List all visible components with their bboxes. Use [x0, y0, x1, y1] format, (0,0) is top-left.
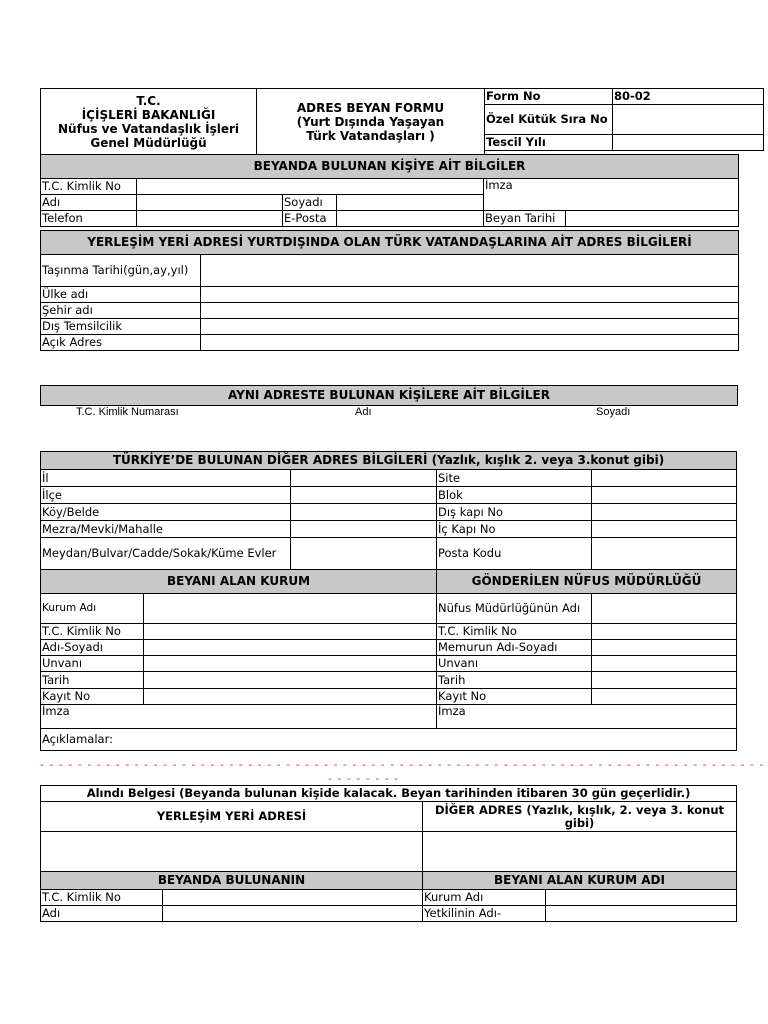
gonderilen-nufus-title: GÖNDERİLEN NÜFUS MÜDÜRLÜĞÜ — [437, 570, 737, 594]
ulke-field[interactable] — [201, 287, 739, 303]
cadde-field[interactable] — [291, 538, 437, 570]
il-label: İl — [41, 470, 291, 487]
acik-adres-label: Açık Adres — [41, 335, 201, 351]
receipt-kurum-field[interactable] — [546, 890, 737, 906]
ic-kapi-label: İç Kapı No — [437, 521, 592, 538]
adi-field[interactable] — [137, 195, 283, 211]
beyan-tarihi-field[interactable] — [566, 211, 739, 227]
nufus-kayit-field[interactable] — [592, 689, 737, 705]
cadde-label: Meydan/Bulvar/Cadde/Sokak/Küme Evler — [41, 538, 291, 570]
eposta-field[interactable] — [337, 211, 484, 227]
kurum-adsoyad-field[interactable] — [144, 640, 437, 656]
telefon-label: Telefon — [41, 211, 137, 227]
col-adi: Adı — [355, 406, 372, 418]
tasinma-field[interactable] — [201, 255, 739, 287]
ilce-field[interactable] — [291, 487, 437, 504]
imza-label: İmza — [484, 179, 739, 211]
koy-field[interactable] — [291, 504, 437, 521]
posta-kodu-label: Posta Kodu — [437, 538, 592, 570]
form-title-line-3: Türk Vatandaşları ) — [306, 128, 435, 143]
sehir-field[interactable] — [201, 303, 739, 319]
posta-kodu-field[interactable] — [592, 538, 737, 570]
receipt-table — [40, 785, 737, 922]
nufus-tarih-label: Tarih — [437, 672, 592, 689]
col-tc-kimlik: T.C. Kimlik Numarası — [76, 406, 179, 418]
receipt-yetkili-label: Yetkilinin Adı- — [423, 906, 546, 922]
adi-label: Adı — [41, 195, 137, 211]
acik-adres-field[interactable] — [201, 335, 739, 351]
ic-kapi-field[interactable] — [592, 521, 737, 538]
nufus-mudurlugu-label: Nüfus Müdürlüğünün Adı — [437, 594, 592, 624]
site-label: Site — [437, 470, 592, 487]
mahalle-label: Mezra/Mevki/Mahalle — [41, 521, 291, 538]
section-other-address — [40, 451, 737, 751]
receipt-yerlesim-field[interactable] — [41, 832, 423, 872]
nufus-unvan-field[interactable] — [592, 656, 737, 672]
il-field[interactable] — [291, 470, 437, 487]
eposta-label: E-Posta — [283, 211, 337, 227]
memur-adsoyad-field[interactable] — [592, 640, 737, 656]
koy-label: Köy/Belde — [41, 504, 291, 521]
dis-kapi-field[interactable] — [592, 504, 737, 521]
ulke-label: Ülke adı — [41, 287, 201, 303]
dis-temsilcilik-label: Dış Temsilcilik — [41, 319, 201, 335]
form-no-value: 80-02 — [613, 89, 764, 105]
header-table — [40, 88, 764, 155]
section3-title: AYNI ADRESTE BULUNAN KİŞİLERE AİT BİLGİLER — [41, 386, 738, 406]
ministry-line-3: Nüfus ve Vatandaşlık İşleri — [57, 121, 240, 136]
site-field[interactable] — [592, 470, 737, 487]
kurum-kayit-field[interactable] — [144, 689, 437, 705]
dis-kapi-label: Dış kapı No — [437, 504, 592, 521]
kurum-unvan-label: Unvanı — [41, 656, 144, 672]
section1-title: BEYANDA BULUNAN KİŞİYE AİT BİLGİLER — [41, 155, 739, 179]
form-title-line-1: ADRES BEYAN FORMU — [296, 100, 445, 115]
receipt-yerlesim: YERLEŞİM YERİ ADRESİ — [41, 802, 423, 832]
ilce-label: İlçe — [41, 487, 291, 504]
cut-line: - - - - - - - - - - - - - - - - - - - - - - - - - - - - - - - - - - - - - - - - - - - - - - - - - - - - - - - - - - - - - - - - - - - - - - - - - - - - - — [40, 758, 765, 771]
section-personal-info — [40, 154, 739, 227]
receipt-beyanda-title: BEYANDA BULUNANIN — [41, 872, 423, 890]
nufus-tarih-field[interactable] — [592, 672, 737, 689]
ozel-kutuk-label: Özel Kütük Sıra No — [485, 105, 613, 135]
receipt-tc-field[interactable] — [163, 890, 423, 906]
kurum-kayit-label: Kayıt No — [41, 689, 144, 705]
dis-temsilcilik-field[interactable] — [201, 319, 739, 335]
kurum-tarih-label: Tarih — [41, 672, 144, 689]
sehir-label: Şehir adı — [41, 303, 201, 319]
kurum-unvan-field[interactable] — [144, 656, 437, 672]
kurum-tc-field[interactable] — [144, 624, 437, 640]
receipt-tc-label: T.C. Kimlik No — [41, 890, 163, 906]
tasinma-label: Taşınma Tarihi(gün,ay,yıl) — [41, 255, 201, 287]
nufus-unvan-label: Unvanı — [437, 656, 592, 672]
blok-field[interactable] — [592, 487, 737, 504]
receipt-yetkili-field[interactable] — [546, 906, 737, 922]
nufus-mudurlugu-field[interactable] — [592, 594, 737, 624]
aciklamalar-label: Açıklamalar: — [41, 729, 737, 751]
mahalle-field[interactable] — [291, 521, 437, 538]
receipt-diger-field[interactable] — [423, 832, 737, 872]
ministry-block — [41, 89, 257, 155]
cut-line-tail: - - - - - - - - — [328, 772, 400, 785]
kurum-imza-label: İmza — [41, 705, 437, 729]
form-title-line-2: (Yurt Dışında Yaşayan — [296, 114, 445, 129]
tescil-field[interactable] — [613, 135, 764, 151]
ozel-kutuk-field[interactable] — [613, 105, 764, 135]
receipt-adi-label: Adı — [41, 906, 163, 922]
kurum-tc-label: T.C. Kimlik No — [41, 624, 144, 640]
ministry-line-4: Genel Müdürlüğü — [90, 135, 207, 150]
receipt-beyani-alan-title: BEYANI ALAN KURUM ADI — [423, 872, 737, 890]
nufus-tc-field[interactable] — [592, 624, 737, 640]
tc-kimlik-label: T.C. Kimlik No — [41, 179, 137, 195]
telefon-field[interactable] — [137, 211, 283, 227]
nufus-kayit-label: Kayıt No — [437, 689, 592, 705]
form-no-label: Form No — [485, 89, 613, 105]
nufus-tc-label: T.C. Kimlik No — [437, 624, 592, 640]
ministry-line-2: İÇİŞLERİ BAKANLIĞI — [81, 107, 216, 122]
blok-label: Blok — [437, 487, 592, 504]
soyadi-label: Soyadı — [283, 195, 337, 211]
section-abroad-address — [40, 230, 739, 351]
kurum-adi-field[interactable] — [144, 594, 437, 624]
soyadi-field[interactable] — [337, 195, 484, 211]
col-soyadi: Soyadı — [596, 406, 631, 418]
section4-title: TÜRKİYE’DE BULUNAN DİĞER ADRES BİLGİLERİ (Yazlık, kışlık 2. veya 3.konut gibi) — [41, 452, 737, 470]
nufus-imza-label: İmza — [437, 705, 737, 729]
section-same-address — [40, 385, 738, 406]
receipt-adi-field[interactable] — [163, 906, 423, 922]
receipt-diger: DİĞER ADRES (Yazlık, kışlık, 2. veya 3. konut gibi) — [423, 802, 737, 832]
section2-title: YERLEŞİM YERİ ADRESİ YURTDIŞINDA OLAN TÜRK VATANDAŞLARINA AİT ADRES BİLGİLERİ — [41, 231, 739, 255]
beyan-tarihi-label: Beyan Tarihi — [484, 211, 566, 227]
kurum-adsoyad-label: Adı-Soyadı — [41, 640, 144, 656]
kurum-adi-label: Kurum Adı — [41, 594, 144, 624]
tescil-label: Tescil Yılı — [485, 135, 613, 151]
receipt-kurum-label: Kurum Adı — [423, 890, 546, 906]
beyani-alan-kurum-title: BEYANI ALAN KURUM — [41, 570, 437, 594]
ministry-line-1: T.C. — [136, 93, 161, 108]
tc-kimlik-field[interactable] — [137, 179, 484, 195]
memur-adsoyad-label: Memurun Adı-Soyadı — [437, 640, 592, 656]
receipt-title: Alındı Belgesi (Beyanda bulunan kişide kalacak. Beyan tarihinden itibaren 30 gün geçerlidir.) — [41, 786, 737, 802]
form-title-block — [257, 89, 485, 155]
kurum-tarih-field[interactable] — [144, 672, 437, 689]
